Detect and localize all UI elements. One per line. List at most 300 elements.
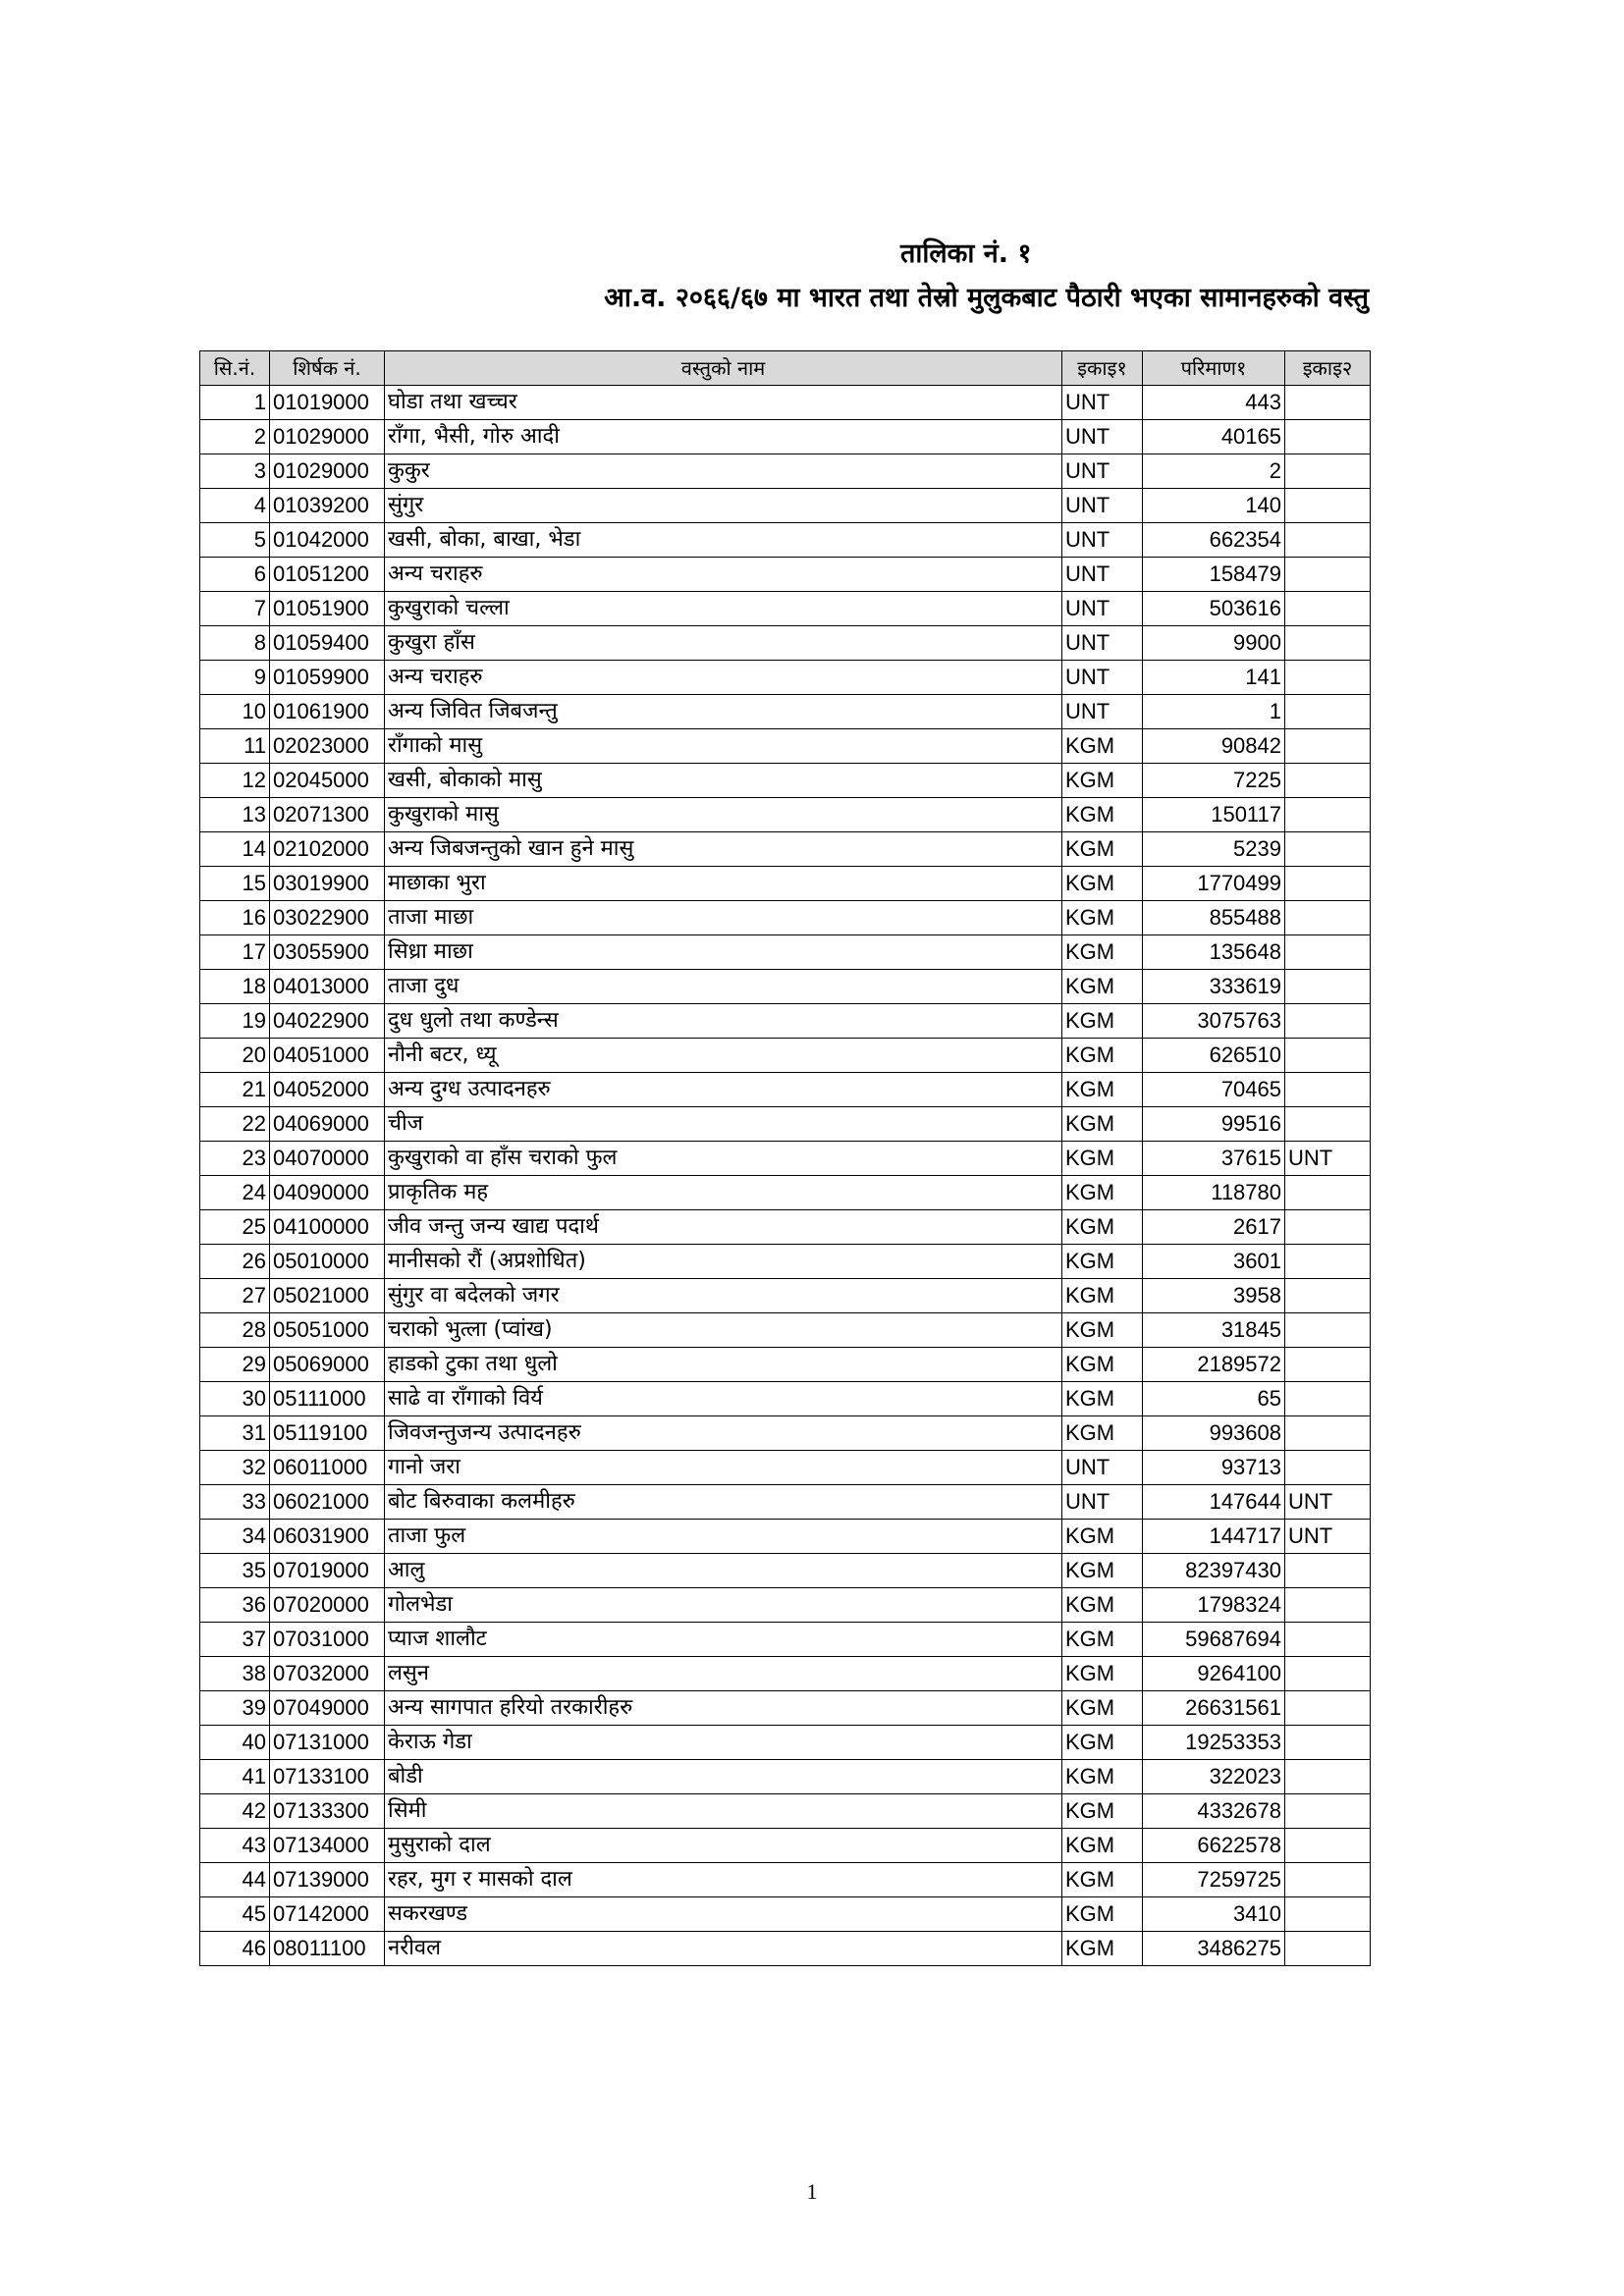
serial-cell: 17 — [200, 935, 270, 970]
heading-no-cell: 07139000 — [270, 1863, 385, 1897]
item-name-cell: कुखुराको वा हाँस चराको फुल — [385, 1142, 1062, 1176]
unit1-cell: KGM — [1062, 764, 1143, 798]
heading-no-cell: 07142000 — [270, 1897, 385, 1932]
quantity-cell: 99516 — [1143, 1107, 1285, 1142]
item-name-cell: सिमी — [385, 1794, 1062, 1829]
serial-cell: 37 — [200, 1623, 270, 1657]
serial-cell: 43 — [200, 1829, 270, 1863]
table-row — [200, 1382, 1371, 1416]
unit2-cell — [1285, 1451, 1371, 1485]
serial-cell: 22 — [200, 1107, 270, 1142]
heading-no-cell: 02102000 — [270, 832, 385, 867]
heading-no-cell: 07134000 — [270, 1829, 385, 1863]
unit1-cell: KGM — [1062, 1382, 1143, 1416]
serial-cell: 30 — [200, 1382, 270, 1416]
table-row — [200, 1073, 1371, 1107]
unit2-cell — [1285, 1107, 1371, 1142]
table-row — [200, 1210, 1371, 1245]
table-row — [200, 592, 1371, 626]
quantity-cell: 3601 — [1143, 1245, 1285, 1279]
item-name-cell: अन्य दुग्ध उत्पादनहरु — [385, 1073, 1062, 1107]
item-name-cell: कुखुराको चल्ला — [385, 592, 1062, 626]
heading-no-cell: 01029000 — [270, 454, 385, 489]
heading-no-cell: 05111000 — [270, 1382, 385, 1416]
unit1-cell: KGM — [1062, 1348, 1143, 1382]
serial-cell: 8 — [200, 626, 270, 661]
heading-no-cell: 04022900 — [270, 1004, 385, 1039]
item-name-cell: गानो जरा — [385, 1451, 1062, 1485]
item-name-cell: माछाका भुरा — [385, 867, 1062, 901]
serial-cell: 20 — [200, 1039, 270, 1073]
quantity-cell: 3958 — [1143, 1279, 1285, 1313]
heading-no-cell: 07032000 — [270, 1657, 385, 1691]
item-name-cell: हाडको टुका तथा धुलो — [385, 1348, 1062, 1382]
unit1-cell: KGM — [1062, 1829, 1143, 1863]
table-row — [200, 1279, 1371, 1313]
column-header-quantity1: परिमाण१ — [1143, 351, 1285, 386]
unit2-cell — [1285, 1588, 1371, 1623]
unit1-cell: KGM — [1062, 1245, 1143, 1279]
serial-cell: 29 — [200, 1348, 270, 1382]
serial-cell: 18 — [200, 970, 270, 1004]
serial-cell: 27 — [200, 1279, 270, 1313]
heading-no-cell: 04069000 — [270, 1107, 385, 1142]
table-row — [200, 1726, 1371, 1760]
quantity-cell: 90842 — [1143, 729, 1285, 764]
item-name-cell: ताजा फुल — [385, 1520, 1062, 1554]
serial-cell: 35 — [200, 1554, 270, 1588]
table-row — [200, 798, 1371, 832]
item-name-cell: अन्य सागपात हरियो तरकारीहरु — [385, 1691, 1062, 1726]
table-row — [200, 626, 1371, 661]
unit2-cell — [1285, 454, 1371, 489]
unit2-cell — [1285, 764, 1371, 798]
serial-cell: 21 — [200, 1073, 270, 1107]
unit2-cell — [1285, 935, 1371, 970]
unit2-cell — [1285, 420, 1371, 454]
quantity-cell: 2 — [1143, 454, 1285, 489]
unit1-cell: KGM — [1062, 935, 1143, 970]
quantity-cell: 4332678 — [1143, 1794, 1285, 1829]
item-name-cell: सुंगुर वा बदेलको जगर — [385, 1279, 1062, 1313]
column-header-serial: सि.नं. — [200, 351, 270, 386]
unit1-cell: KGM — [1062, 1142, 1143, 1176]
quantity-cell: 443 — [1143, 386, 1285, 420]
item-name-cell: प्राकृतिक मह — [385, 1176, 1062, 1210]
unit1-cell: UNT — [1062, 661, 1143, 695]
unit1-cell: UNT — [1062, 523, 1143, 558]
serial-cell: 44 — [200, 1863, 270, 1897]
unit2-cell — [1285, 1348, 1371, 1382]
heading-no-cell: 08011100 — [270, 1932, 385, 1966]
table-row — [200, 661, 1371, 695]
quantity-cell: 135648 — [1143, 935, 1285, 970]
item-name-cell: कुखुरा हाँस — [385, 626, 1062, 661]
table-row — [200, 1588, 1371, 1623]
quantity-cell: 65 — [1143, 1382, 1285, 1416]
quantity-cell: 40165 — [1143, 420, 1285, 454]
unit2-cell — [1285, 1004, 1371, 1039]
table-row — [200, 1897, 1371, 1932]
quantity-cell: 5239 — [1143, 832, 1285, 867]
heading-no-cell: 06021000 — [270, 1485, 385, 1520]
item-name-cell: खसी, बोकाको मासु — [385, 764, 1062, 798]
serial-cell: 6 — [200, 558, 270, 592]
serial-cell: 23 — [200, 1142, 270, 1176]
unit1-cell: KGM — [1062, 1863, 1143, 1897]
heading-no-cell: 05051000 — [270, 1313, 385, 1348]
heading-no-cell: 04052000 — [270, 1073, 385, 1107]
table-row — [200, 867, 1371, 901]
unit2-cell — [1285, 1382, 1371, 1416]
unit2-cell — [1285, 523, 1371, 558]
serial-cell: 12 — [200, 764, 270, 798]
serial-cell: 42 — [200, 1794, 270, 1829]
item-name-cell: ताजा दुध — [385, 970, 1062, 1004]
unit1-cell: UNT — [1062, 386, 1143, 420]
heading-no-cell: 01042000 — [270, 523, 385, 558]
table-row — [200, 1794, 1371, 1829]
heading-no-cell: 07133100 — [270, 1760, 385, 1794]
unit1-cell: KGM — [1062, 1520, 1143, 1554]
serial-cell: 11 — [200, 729, 270, 764]
serial-cell: 34 — [200, 1520, 270, 1554]
item-name-cell: सकरखण्ड — [385, 1897, 1062, 1932]
unit2-cell: UNT — [1285, 1520, 1371, 1554]
unit1-cell: KGM — [1062, 1554, 1143, 1588]
quantity-cell: 59687694 — [1143, 1623, 1285, 1657]
serial-cell: 15 — [200, 867, 270, 901]
serial-cell: 4 — [200, 489, 270, 523]
table-row — [200, 558, 1371, 592]
serial-cell: 40 — [200, 1726, 270, 1760]
table-row — [200, 1623, 1371, 1657]
unit2-cell — [1285, 832, 1371, 867]
quantity-cell: 333619 — [1143, 970, 1285, 1004]
unit2-cell — [1285, 1554, 1371, 1588]
serial-cell: 9 — [200, 661, 270, 695]
unit1-cell: UNT — [1062, 454, 1143, 489]
item-name-cell: कुखुराको मासु — [385, 798, 1062, 832]
heading-no-cell: 04090000 — [270, 1176, 385, 1210]
item-name-cell: अन्य जिवित जिबजन्तु — [385, 695, 1062, 729]
unit2-cell — [1285, 661, 1371, 695]
unit2-cell — [1285, 695, 1371, 729]
heading-no-cell: 05119100 — [270, 1416, 385, 1451]
quantity-cell: 855488 — [1143, 901, 1285, 935]
table-row — [200, 764, 1371, 798]
heading-no-cell: 04100000 — [270, 1210, 385, 1245]
heading-no-cell: 07031000 — [270, 1623, 385, 1657]
quantity-cell: 3075763 — [1143, 1004, 1285, 1039]
unit1-cell: UNT — [1062, 558, 1143, 592]
unit2-cell — [1285, 592, 1371, 626]
item-name-cell: केराऊ गेडा — [385, 1726, 1062, 1760]
serial-cell: 13 — [200, 798, 270, 832]
unit1-cell: UNT — [1062, 1451, 1143, 1485]
serial-cell: 39 — [200, 1691, 270, 1726]
heading-no-cell: 02071300 — [270, 798, 385, 832]
quantity-cell: 158479 — [1143, 558, 1285, 592]
column-header-unit1: इकाइ१ — [1062, 351, 1143, 386]
unit1-cell: KGM — [1062, 1279, 1143, 1313]
quantity-cell: 1 — [1143, 695, 1285, 729]
quantity-cell: 118780 — [1143, 1176, 1285, 1210]
table-row — [200, 386, 1371, 420]
serial-cell: 19 — [200, 1004, 270, 1039]
quantity-cell: 7259725 — [1143, 1863, 1285, 1897]
serial-cell: 10 — [200, 695, 270, 729]
unit2-cell — [1285, 1657, 1371, 1691]
unit1-cell: KGM — [1062, 970, 1143, 1004]
heading-no-cell: 04013000 — [270, 970, 385, 1004]
serial-cell: 32 — [200, 1451, 270, 1485]
unit2-cell — [1285, 626, 1371, 661]
import-table — [199, 350, 1371, 1966]
unit1-cell: KGM — [1062, 1691, 1143, 1726]
heading-no-cell: 02045000 — [270, 764, 385, 798]
unit1-cell: KGM — [1062, 1657, 1143, 1691]
heading-no-cell: 07020000 — [270, 1588, 385, 1623]
quantity-cell: 626510 — [1143, 1039, 1285, 1073]
item-name-cell: नरीवल — [385, 1932, 1062, 1966]
unit2-cell: UNT — [1285, 1485, 1371, 1520]
unit2-cell — [1285, 798, 1371, 832]
quantity-cell: 31845 — [1143, 1313, 1285, 1348]
table-row — [200, 970, 1371, 1004]
item-name-cell: गोलभेडा — [385, 1588, 1062, 1623]
unit1-cell: KGM — [1062, 832, 1143, 867]
quantity-cell: 82397430 — [1143, 1554, 1285, 1588]
table-row — [200, 1039, 1371, 1073]
item-name-cell: अन्य जिबजन्तुको खान हुने मासु — [385, 832, 1062, 867]
item-name-cell: चराको भुत्ला (प्वांख) — [385, 1313, 1062, 1348]
heading-no-cell: 06031900 — [270, 1520, 385, 1554]
table-row — [200, 1932, 1371, 1966]
quantity-cell: 150117 — [1143, 798, 1285, 832]
quantity-cell: 9264100 — [1143, 1657, 1285, 1691]
table-row — [200, 420, 1371, 454]
unit2-cell — [1285, 1073, 1371, 1107]
item-name-cell: आलु — [385, 1554, 1062, 1588]
unit1-cell: KGM — [1062, 901, 1143, 935]
unit2-cell — [1285, 1416, 1371, 1451]
table-row — [200, 1107, 1371, 1142]
table-row — [200, 901, 1371, 935]
serial-cell: 41 — [200, 1760, 270, 1794]
unit2-cell — [1285, 1897, 1371, 1932]
unit1-cell: KGM — [1062, 798, 1143, 832]
unit1-cell: UNT — [1062, 420, 1143, 454]
unit1-cell: KGM — [1062, 1416, 1143, 1451]
item-name-cell: जिवजन्तुजन्य उत्पादनहरु — [385, 1416, 1062, 1451]
unit2-cell — [1285, 1932, 1371, 1966]
quantity-cell: 6622578 — [1143, 1829, 1285, 1863]
unit2-cell — [1285, 1176, 1371, 1210]
heading-no-cell: 05069000 — [270, 1348, 385, 1382]
heading-no-cell: 04070000 — [270, 1142, 385, 1176]
unit1-cell: KGM — [1062, 1897, 1143, 1932]
unit2-cell — [1285, 1279, 1371, 1313]
heading-no-cell: 01059400 — [270, 626, 385, 661]
unit1-cell: UNT — [1062, 626, 1143, 661]
heading-no-cell: 01051900 — [270, 592, 385, 626]
serial-cell: 16 — [200, 901, 270, 935]
column-header-item-name: वस्तुको नाम — [385, 351, 1062, 386]
quantity-cell: 7225 — [1143, 764, 1285, 798]
unit2-cell — [1285, 1726, 1371, 1760]
table-header-row — [200, 351, 1371, 386]
unit1-cell: KGM — [1062, 1588, 1143, 1623]
table-row — [200, 1245, 1371, 1279]
unit1-cell: UNT — [1062, 489, 1143, 523]
quantity-cell: 141 — [1143, 661, 1285, 695]
quantity-cell: 37615 — [1143, 1142, 1285, 1176]
table-row — [200, 1313, 1371, 1348]
unit1-cell: KGM — [1062, 1073, 1143, 1107]
heading-no-cell: 01019000 — [270, 386, 385, 420]
heading-no-cell: 01051200 — [270, 558, 385, 592]
table-row — [200, 489, 1371, 523]
quantity-cell: 26631561 — [1143, 1691, 1285, 1726]
serial-cell: 2 — [200, 420, 270, 454]
item-name-cell: बोट बिरुवाका कलमीहरु — [385, 1485, 1062, 1520]
table-row — [200, 695, 1371, 729]
unit1-cell: KGM — [1062, 1210, 1143, 1245]
serial-cell: 38 — [200, 1657, 270, 1691]
unit2-cell: UNT — [1285, 1142, 1371, 1176]
unit2-cell — [1285, 558, 1371, 592]
serial-cell: 26 — [200, 1245, 270, 1279]
unit1-cell: KGM — [1062, 1623, 1143, 1657]
item-name-cell: रहर, मुग र मासको दाल — [385, 1863, 1062, 1897]
heading-no-cell: 01061900 — [270, 695, 385, 729]
item-name-cell: मुसुराको दाल — [385, 1829, 1062, 1863]
item-name-cell: प्याज शालौट — [385, 1623, 1062, 1657]
heading-no-cell: 03019900 — [270, 867, 385, 901]
quantity-cell: 1770499 — [1143, 867, 1285, 901]
unit1-cell: UNT — [1062, 695, 1143, 729]
serial-cell: 46 — [200, 1932, 270, 1966]
table-caption: तालिका नं. १ — [900, 239, 1032, 269]
heading-no-cell: 04051000 — [270, 1039, 385, 1073]
unit1-cell: KGM — [1062, 1760, 1143, 1794]
quantity-cell: 140 — [1143, 489, 1285, 523]
heading-no-cell: 06011000 — [270, 1451, 385, 1485]
quantity-cell: 2617 — [1143, 1210, 1285, 1245]
table-row — [200, 1520, 1371, 1554]
table-row — [200, 1004, 1371, 1039]
item-name-cell: जीव जन्तु जन्य खाद्य पदार्थ — [385, 1210, 1062, 1245]
unit2-cell — [1285, 901, 1371, 935]
table-row — [200, 523, 1371, 558]
serial-cell: 28 — [200, 1313, 270, 1348]
unit2-cell — [1285, 1039, 1371, 1073]
quantity-cell: 2189572 — [1143, 1348, 1285, 1382]
item-name-cell: मानीसको रौं (अप्रशोधित) — [385, 1245, 1062, 1279]
quantity-cell: 93713 — [1143, 1451, 1285, 1485]
table-row — [200, 1760, 1371, 1794]
table-row — [200, 1416, 1371, 1451]
table-row — [200, 935, 1371, 970]
quantity-cell: 19253353 — [1143, 1726, 1285, 1760]
heading-no-cell: 07133300 — [270, 1794, 385, 1829]
quantity-cell: 9900 — [1143, 626, 1285, 661]
quantity-cell: 322023 — [1143, 1760, 1285, 1794]
item-name-cell: दुध धुलो तथा कण्डेन्स — [385, 1004, 1062, 1039]
unit2-cell — [1285, 1829, 1371, 1863]
page-title: आ.व. २०६६/६७ मा भारत तथा तेस्रो मुलुकबाट पैठारी भएका सामानहरुको वस्तु — [604, 283, 1369, 313]
unit1-cell: KGM — [1062, 729, 1143, 764]
unit2-cell — [1285, 1313, 1371, 1348]
serial-cell: 25 — [200, 1210, 270, 1245]
unit1-cell: KGM — [1062, 1313, 1143, 1348]
table-row — [200, 1485, 1371, 1520]
table-row — [200, 1829, 1371, 1863]
heading-no-cell: 01029000 — [270, 420, 385, 454]
unit1-cell: KGM — [1062, 1107, 1143, 1142]
unit1-cell: KGM — [1062, 1726, 1143, 1760]
unit2-cell — [1285, 1760, 1371, 1794]
table-row — [200, 1691, 1371, 1726]
unit1-cell: KGM — [1062, 1176, 1143, 1210]
unit2-cell — [1285, 386, 1371, 420]
table-row — [200, 454, 1371, 489]
quantity-cell: 70465 — [1143, 1073, 1285, 1107]
item-name-cell: साढे वा राँगाको विर्य — [385, 1382, 1062, 1416]
heading-no-cell: 01039200 — [270, 489, 385, 523]
unit1-cell: KGM — [1062, 1932, 1143, 1966]
column-header-heading-no: शिर्षक नं. — [270, 351, 385, 386]
quantity-cell: 1798324 — [1143, 1588, 1285, 1623]
quantity-cell: 503616 — [1143, 592, 1285, 626]
quantity-cell: 662354 — [1143, 523, 1285, 558]
quantity-cell: 3486275 — [1143, 1932, 1285, 1966]
item-name-cell: नौनी बटर, ध्यू — [385, 1039, 1062, 1073]
heading-no-cell: 01059900 — [270, 661, 385, 695]
unit2-cell — [1285, 489, 1371, 523]
unit1-cell: KGM — [1062, 1794, 1143, 1829]
heading-no-cell: 03022900 — [270, 901, 385, 935]
unit1-cell: KGM — [1062, 1039, 1143, 1073]
unit2-cell — [1285, 1245, 1371, 1279]
unit1-cell: KGM — [1062, 1004, 1143, 1039]
serial-cell: 31 — [200, 1416, 270, 1451]
serial-cell: 33 — [200, 1485, 270, 1520]
unit2-cell — [1285, 1794, 1371, 1829]
heading-no-cell: 07049000 — [270, 1691, 385, 1726]
quantity-cell: 144717 — [1143, 1520, 1285, 1554]
unit1-cell: UNT — [1062, 1485, 1143, 1520]
serial-cell: 5 — [200, 523, 270, 558]
item-name-cell: बोडी — [385, 1760, 1062, 1794]
quantity-cell: 993608 — [1143, 1416, 1285, 1451]
item-name-cell: अन्य चराहरु — [385, 661, 1062, 695]
unit1-cell: KGM — [1062, 867, 1143, 901]
heading-no-cell: 03055900 — [270, 935, 385, 970]
table-row — [200, 1863, 1371, 1897]
unit2-cell — [1285, 1691, 1371, 1726]
serial-cell: 36 — [200, 1588, 270, 1623]
item-name-cell: सुंगुर — [385, 489, 1062, 523]
item-name-cell: चीज — [385, 1107, 1062, 1142]
unit1-cell: UNT — [1062, 592, 1143, 626]
heading-no-cell: 07131000 — [270, 1726, 385, 1760]
item-name-cell: राँगा, भैसी, गोरु आदी — [385, 420, 1062, 454]
unit2-cell — [1285, 1210, 1371, 1245]
item-name-cell: अन्य चराहरु — [385, 558, 1062, 592]
heading-no-cell: 02023000 — [270, 729, 385, 764]
